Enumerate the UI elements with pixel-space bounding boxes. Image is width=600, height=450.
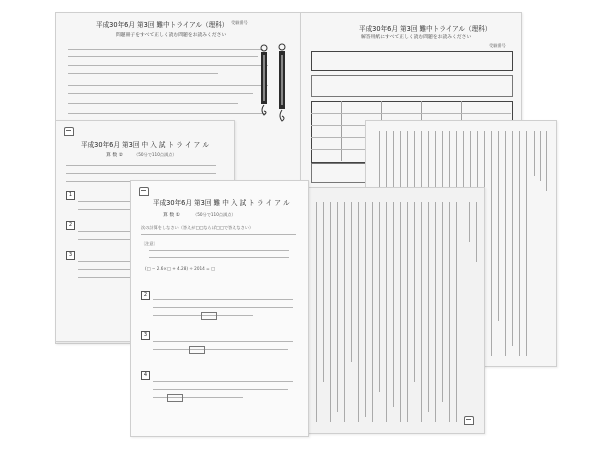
question-number: 2 (66, 221, 75, 230)
name-box (311, 51, 513, 71)
sheet-title: 平成30年6月 第3回 難中トライアル（理科） (359, 25, 492, 33)
logo-icon (464, 416, 474, 425)
score-box (311, 75, 513, 97)
logo-icon (139, 187, 149, 196)
header-right: 受験番号 (489, 43, 506, 48)
logo-icon (64, 127, 74, 136)
question-number: 4 (141, 371, 150, 380)
answer-box (189, 346, 205, 354)
instruction: 次の計算をしなさい（答えが□□ならば□□で答えなさい） (141, 225, 254, 230)
sheet-title: 平成30年6月 第3回 難中トライアル（理科） (96, 21, 229, 29)
answer-box (201, 312, 217, 320)
question-number: 1 (66, 191, 75, 200)
spring-scale-illustration (254, 43, 294, 135)
formula: (□ − 2.6×□ + 4.28) ÷ 2014 = □ (145, 266, 215, 271)
section-note: （50分で110点満点） (134, 152, 177, 157)
question-number: 2 (141, 291, 150, 300)
sheet-title: 平成30年6月 第3回 難 中 入 試 ト ラ イ ア ル (153, 199, 290, 207)
section-note: （50分で110点満点） (193, 212, 236, 217)
subhead: 解答用紙にすべて正しく読む問題をお読みください (361, 35, 472, 40)
section-label: 算 数 ① (163, 213, 180, 218)
section-label: 算 数 ② (106, 153, 123, 158)
question-number: 3 (141, 331, 150, 340)
math-1-exam-sheet (130, 180, 309, 437)
japanese-reading-sheet (303, 187, 485, 434)
notice-label: 〔注意〕 (141, 241, 158, 246)
answer-box (167, 394, 183, 402)
header-right: 受験番号 (231, 20, 248, 25)
subhead: 問題冊子をすべて正しく読む問題をお読みください (116, 33, 227, 38)
sheet-title: 平成30年6月 第3回 中 入 試 ト ラ イ ア ル (81, 141, 209, 149)
question-number: 3 (66, 251, 75, 260)
